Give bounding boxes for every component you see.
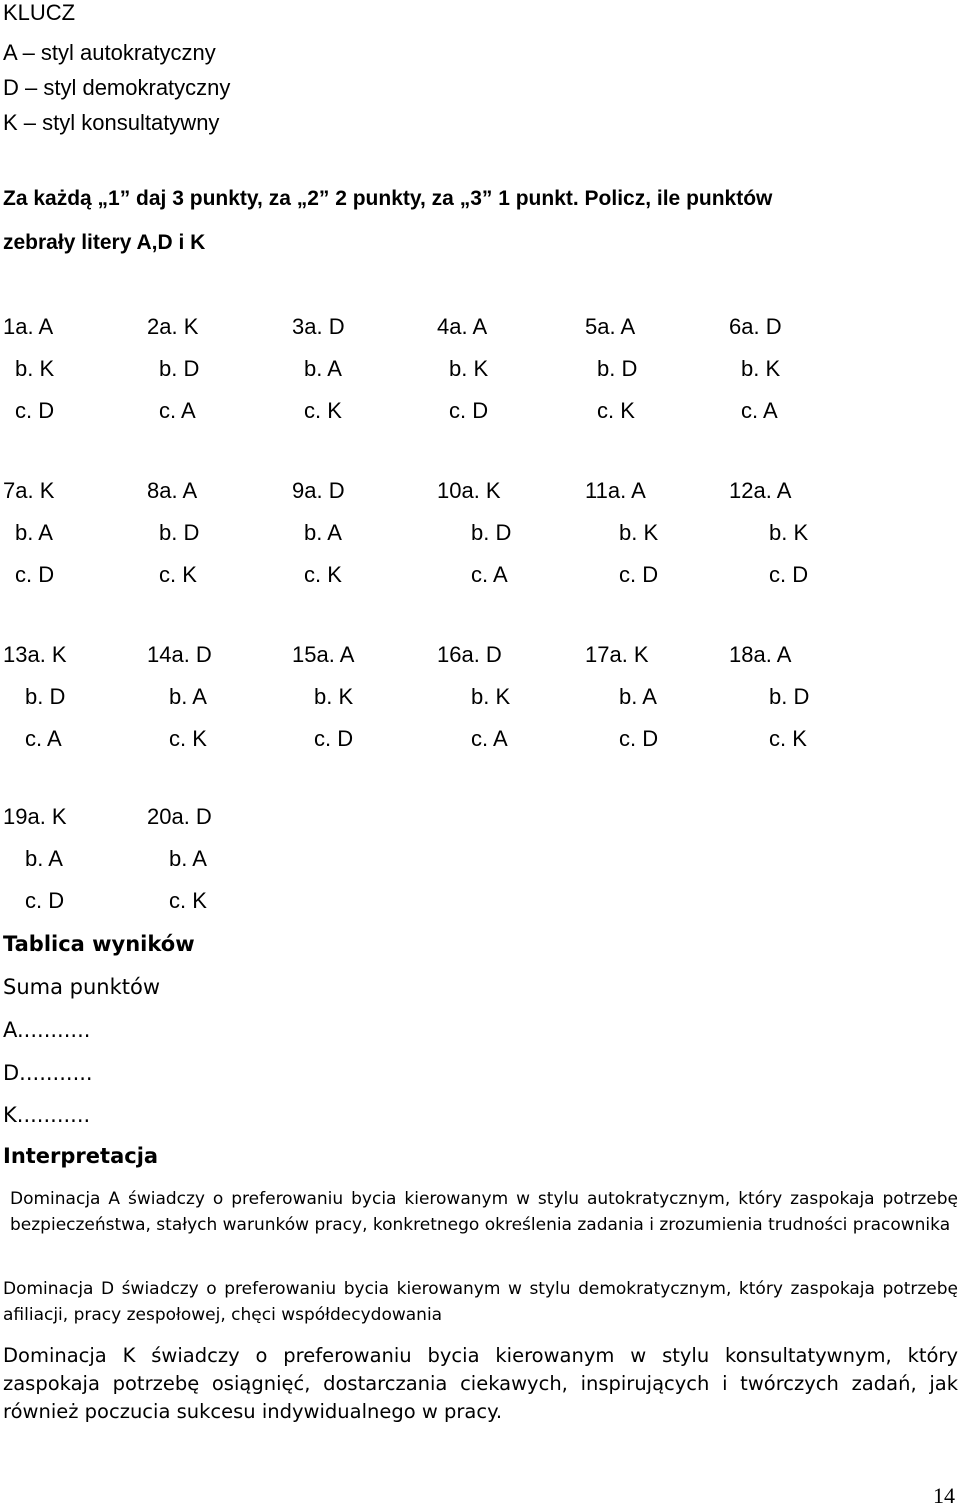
answer-14-c: c. K <box>169 726 207 751</box>
answer-5-c: c. K <box>597 398 635 423</box>
answer-18-b: b. D <box>769 684 810 709</box>
score-d: D........... <box>3 1061 93 1085</box>
answer-11-a: 11a. A <box>585 478 646 503</box>
answer-14-a: 14a. D <box>147 642 212 667</box>
answer-16-b: b. K <box>471 684 511 709</box>
answer-1-b: b. K <box>15 356 55 381</box>
answer-16-a: 16a. D <box>437 642 502 667</box>
answer-17-c: c. D <box>619 726 659 751</box>
key-line-a: A – styl autokratyczny <box>3 40 216 65</box>
answer-10-b: b. D <box>471 520 512 545</box>
answer-7-a: 7a. K <box>3 478 55 503</box>
interpretation-d <box>3 1276 958 1328</box>
interpretation-d-text: Dominacja D świadczy o preferowaniu bycia kierowanym w stylu demokratycznym, który zaspokaja potrzebę afiliacji, pracy zespołowej, chęci współdecydowania <box>3 1279 958 1325</box>
answer-4-b: b. K <box>449 356 489 381</box>
answer-12-b: b. K <box>769 520 809 545</box>
answer-8-c: c. K <box>159 562 197 587</box>
answer-8-a: 8a. A <box>147 478 198 503</box>
answer-14-b: b. A <box>169 684 207 709</box>
answer-3-c: c. K <box>304 398 342 423</box>
answer-13-b: b. D <box>25 684 66 709</box>
answer-10-c: c. A <box>471 562 508 587</box>
answer-3-b: b. A <box>304 356 342 381</box>
score-a: A........... <box>3 1018 91 1042</box>
answer-15-c: c. D <box>314 726 354 751</box>
key-line-d: D – styl demokratyczny <box>3 75 231 100</box>
sum-label: Suma punktów <box>3 975 161 999</box>
answer-10-a: 10a. K <box>437 478 501 503</box>
answer-19-c: c. D <box>25 888 65 913</box>
answer-6-b: b. K <box>741 356 781 381</box>
answer-8-b: b. D <box>159 520 200 545</box>
answer-7-c: c. D <box>15 562 55 587</box>
answer-9-a: 9a. D <box>292 478 345 503</box>
answer-6-c: c. A <box>741 398 778 423</box>
answer-17-b: b. A <box>619 684 657 709</box>
scoring-instruction-cont: zebrały litery A,D i K <box>3 231 206 254</box>
page-number: 14 <box>933 1483 955 1508</box>
answer-19-a: 19a. K <box>3 804 67 829</box>
answer-20-b: b. A <box>169 846 207 871</box>
interpretation-title: Interpretacja <box>3 1144 159 1168</box>
interpretation-k-text: Dominacja K świadczy o preferowaniu bycia kierowanym w stylu konsultatywnym, który zaspokaja potrzebę osiągnięć, dostarczania ciekawych, inspirujących i twórczych zadań, jak również poczucia sukcesu indywidualnego w pracy. <box>3 1344 958 1423</box>
answer-15-a: 15a. A <box>292 642 355 667</box>
answer-18-c: c. K <box>769 726 807 751</box>
answer-5-a: 5a. A <box>585 314 636 339</box>
interpretation-k <box>3 1342 958 1426</box>
answer-13-a: 13a. K <box>3 642 67 667</box>
results-title: Tablica wyników <box>3 932 195 956</box>
answer-18-a: 18a. A <box>729 642 792 667</box>
answer-6-a: 6a. D <box>729 314 782 339</box>
answer-11-c: c. D <box>619 562 659 587</box>
answer-4-c: c. D <box>449 398 489 423</box>
answer-19-b: b. A <box>25 846 63 871</box>
answer-12-a: 12a. A <box>729 478 792 503</box>
answer-12-c: c. D <box>769 562 809 587</box>
answer-3-a: 3a. D <box>292 314 345 339</box>
interpretation-a <box>3 1186 958 1238</box>
scoring-instruction: Za każdą „1” daj 3 punkty, za „2” 2 punkty, za „3” 1 punkt. Policz, ile punktów <box>3 187 773 210</box>
answer-15-b: b. K <box>314 684 354 709</box>
answer-1-c: c. D <box>15 398 55 423</box>
key-title: KLUCZ <box>3 0 76 25</box>
answer-20-c: c. K <box>169 888 207 913</box>
answer-2-b: b. D <box>159 356 200 381</box>
answer-2-a: 2a. K <box>147 314 199 339</box>
answer-2-c: c. A <box>159 398 196 423</box>
answer-9-b: b. A <box>304 520 342 545</box>
answer-9-c: c. K <box>304 562 342 587</box>
interpretation-a-text: Dominacja A świadczy o preferowaniu bycia kierowanym w stylu autokratycznym, który zaspokaja potrzebę bezpieczeństwa, stałych warunków pracy, konkretnego określenia zadania i zrozumienia trudności pracownika <box>10 1189 958 1235</box>
answer-1-a: 1a. A <box>3 314 54 339</box>
answer-17-a: 17a. K <box>585 642 649 667</box>
answer-7-b: b. A <box>15 520 53 545</box>
answer-11-b: b. K <box>619 520 659 545</box>
answer-4-a: 4a. A <box>437 314 488 339</box>
answer-20-a: 20a. D <box>147 804 212 829</box>
answer-5-b: b. D <box>597 356 638 381</box>
answer-13-c: c. A <box>25 726 62 751</box>
answer-16-c: c. A <box>471 726 508 751</box>
score-k: K........... <box>3 1103 91 1127</box>
key-line-k: K – styl konsultatywny <box>3 110 220 135</box>
